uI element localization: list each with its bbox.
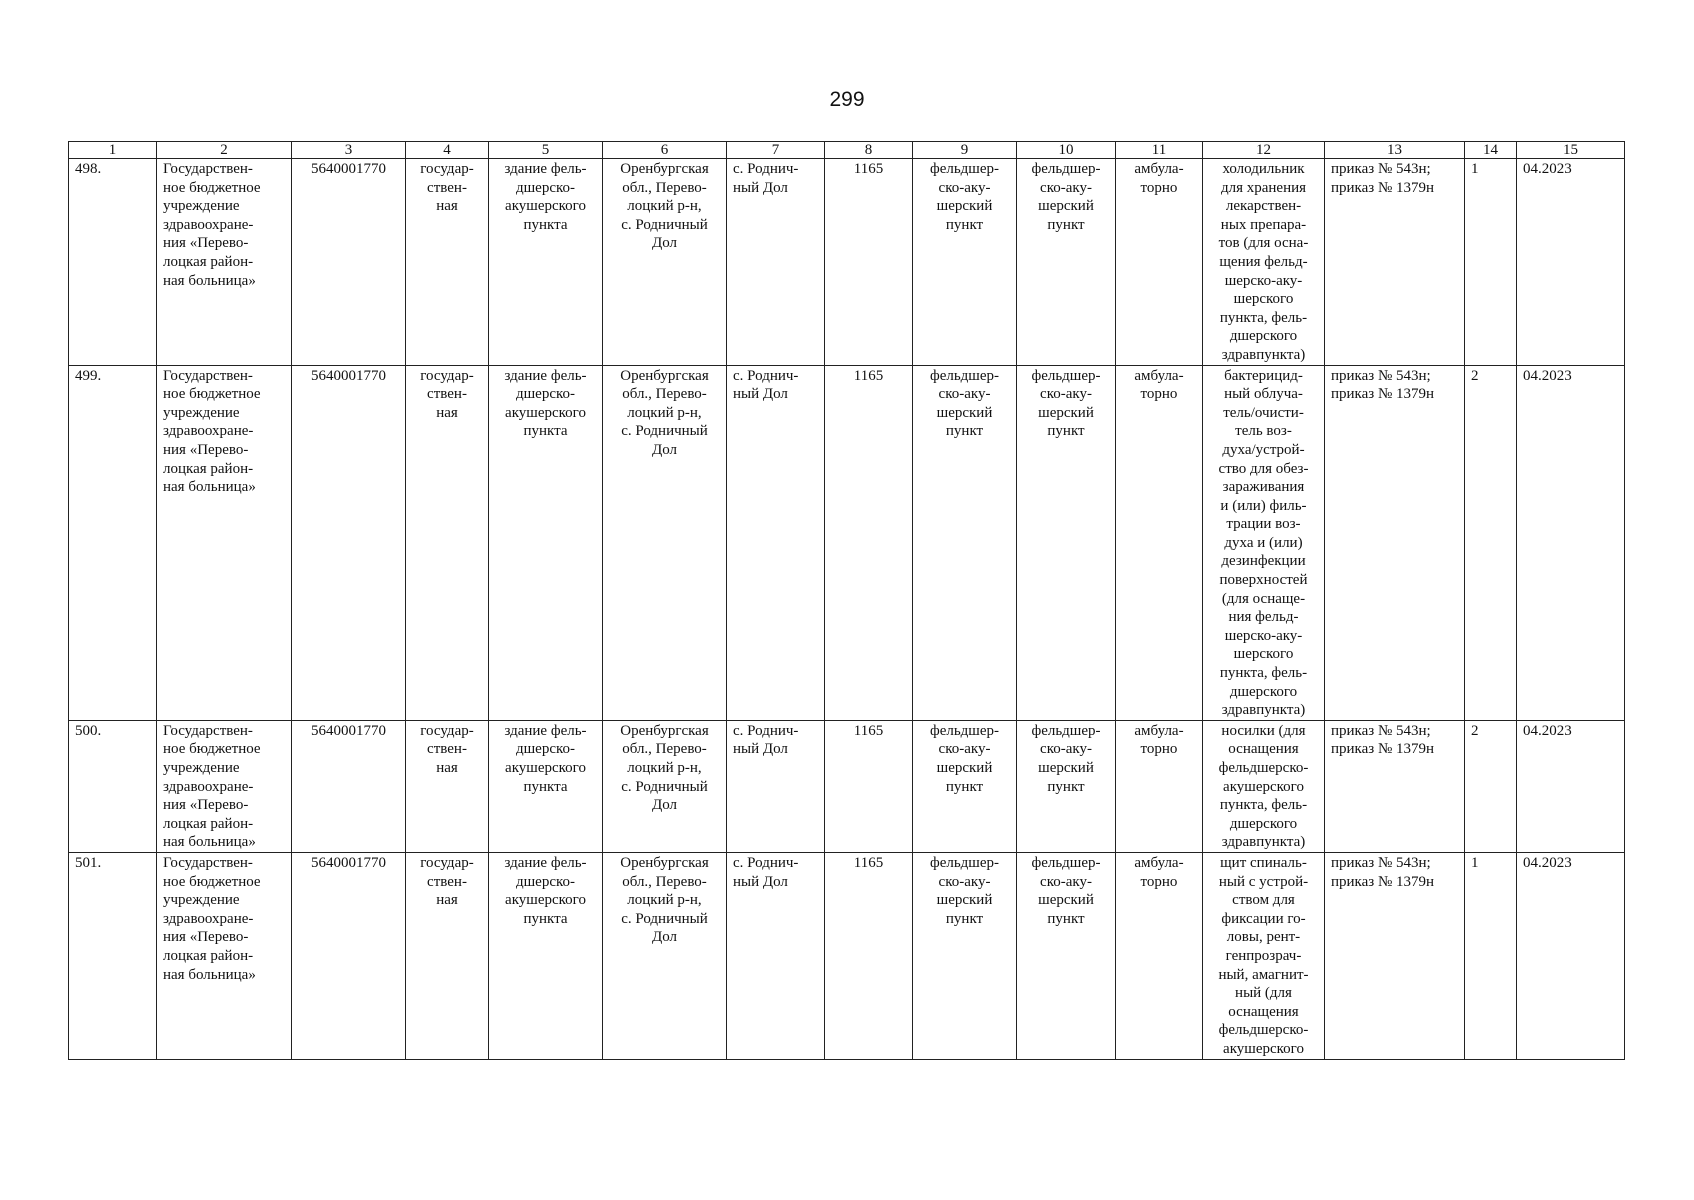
- population: 1165: [825, 365, 913, 720]
- equipment-name: бактерицид- ный облуча- тель/очисти- тель воз- духа/устрой- ство для обез- зараживания и (или) филь- трации воз- духа и (или) дезинфекции поверхностей (для оснаще- ния фельд- шерско-аку- шерского пункта, фель- дшерского здравпункта): [1203, 365, 1325, 720]
- row-number: 499.: [69, 365, 157, 720]
- table-row: [69, 159, 1625, 366]
- inn: 5640001770: [292, 852, 406, 1059]
- inn: 5640001770: [292, 159, 406, 366]
- care-mode: амбула- торно: [1116, 365, 1203, 720]
- structural-unit: фельдшер- ско-аку- шерский пункт: [1017, 159, 1116, 366]
- header-row: [69, 142, 1625, 159]
- locality: с. Роднич- ный Дол: [727, 720, 825, 852]
- institution-name: Государствен- ное бюджетное учреждение здравоохране- ния «Перево- лоцкая район- ная больница»: [157, 365, 292, 720]
- date: 04.2023: [1517, 365, 1625, 720]
- equipment-name: холодильник для хранения лекарствен- ных препара- тов (для осна- щения фельд- шерско-аку- шерского пункта, фель- дшерского здравпункта): [1203, 159, 1325, 366]
- date: 04.2023: [1517, 720, 1625, 852]
- column-header: 10: [1017, 142, 1116, 159]
- order-reference: приказ № 543н; приказ № 1379н: [1325, 365, 1465, 720]
- building: здание фель- дшерско- акушерского пункта: [489, 852, 603, 1059]
- structural-unit: фельдшер- ско-аку- шерский пункт: [1017, 852, 1116, 1059]
- locality: с. Роднич- ный Дол: [727, 852, 825, 1059]
- column-header: 15: [1517, 142, 1625, 159]
- ownership-form: государ- ствен- ная: [406, 365, 489, 720]
- order-reference: приказ № 543н; приказ № 1379н: [1325, 852, 1465, 1059]
- institution-name: Государствен- ное бюджетное учреждение здравоохране- ния «Перево- лоцкая район- ная больница»: [157, 852, 292, 1059]
- structural-unit: фельдшер- ско-аку- шерский пункт: [1017, 365, 1116, 720]
- facility-type: фельдшер- ско-аку- шерский пункт: [913, 159, 1017, 366]
- date: 04.2023: [1517, 159, 1625, 366]
- locality: с. Роднич- ный Дол: [727, 159, 825, 366]
- facility-type: фельдшер- ско-аку- шерский пункт: [913, 365, 1017, 720]
- structural-unit: фельдшер- ско-аку- шерский пункт: [1017, 720, 1116, 852]
- address: Оренбургская обл., Перево- лоцкий р-н, с. Родничный Дол: [603, 159, 727, 366]
- quantity: 1: [1465, 159, 1517, 366]
- ownership-form: государ- ствен- ная: [406, 720, 489, 852]
- ownership-form: государ- ствен- ная: [406, 852, 489, 1059]
- date: 04.2023: [1517, 852, 1625, 1059]
- building: здание фель- дшерско- акушерского пункта: [489, 720, 603, 852]
- ownership-form: государ- ствен- ная: [406, 159, 489, 366]
- column-header: 12: [1203, 142, 1325, 159]
- care-mode: амбула- торно: [1116, 159, 1203, 366]
- column-header: 7: [727, 142, 825, 159]
- column-header: 14: [1465, 142, 1517, 159]
- care-mode: амбула- торно: [1116, 720, 1203, 852]
- table-row: [69, 720, 1625, 852]
- building: здание фель- дшерско- акушерского пункта: [489, 365, 603, 720]
- institution-name: Государствен- ное бюджетное учреждение здравоохране- ния «Перево- лоцкая район- ная больница»: [157, 159, 292, 366]
- column-header: 1: [69, 142, 157, 159]
- column-header: 9: [913, 142, 1017, 159]
- address: Оренбургская обл., Перево- лоцкий р-н, с. Родничный Дол: [603, 365, 727, 720]
- address: Оренбургская обл., Перево- лоцкий р-н, с. Родничный Дол: [603, 852, 727, 1059]
- order-reference: приказ № 543н; приказ № 1379н: [1325, 720, 1465, 852]
- column-header: 8: [825, 142, 913, 159]
- order-reference: приказ № 543н; приказ № 1379н: [1325, 159, 1465, 366]
- row-number: 500.: [69, 720, 157, 852]
- column-header: 3: [292, 142, 406, 159]
- equipment-name: щит спиналь- ный с устрой- ством для фиксации го- ловы, рент- генпрозрач- ный, амагнит- ный (для оснащения фельдшерско- акушерского: [1203, 852, 1325, 1059]
- building: здание фель- дшерско- акушерского пункта: [489, 159, 603, 366]
- table-row: [69, 852, 1625, 1059]
- locality: с. Роднич- ный Дол: [727, 365, 825, 720]
- address: Оренбургская обл., Перево- лоцкий р-н, с. Родничный Дол: [603, 720, 727, 852]
- row-number: 501.: [69, 852, 157, 1059]
- quantity: 1: [1465, 852, 1517, 1059]
- column-header: 6: [603, 142, 727, 159]
- equipment-register-table: [68, 141, 1625, 1060]
- quantity: 2: [1465, 365, 1517, 720]
- column-header: 4: [406, 142, 489, 159]
- population: 1165: [825, 852, 913, 1059]
- page-number: 299: [829, 88, 865, 111]
- population: 1165: [825, 159, 913, 366]
- row-number: 498.: [69, 159, 157, 366]
- inn: 5640001770: [292, 720, 406, 852]
- facility-type: фельдшер- ско-аку- шерский пункт: [913, 852, 1017, 1059]
- inn: 5640001770: [292, 365, 406, 720]
- column-header: 5: [489, 142, 603, 159]
- quantity: 2: [1465, 720, 1517, 852]
- facility-type: фельдшер- ско-аку- шерский пункт: [913, 720, 1017, 852]
- institution-name: Государствен- ное бюджетное учреждение здравоохране- ния «Перево- лоцкая район- ная больница»: [157, 720, 292, 852]
- equipment-name: носилки (для оснащения фельдшерско- акушерского пункта, фель- дшерского здравпункта): [1203, 720, 1325, 852]
- table-row: [69, 365, 1625, 720]
- column-header: 13: [1325, 142, 1465, 159]
- care-mode: амбула- торно: [1116, 852, 1203, 1059]
- column-header: 11: [1116, 142, 1203, 159]
- population: 1165: [825, 720, 913, 852]
- column-header: 2: [157, 142, 292, 159]
